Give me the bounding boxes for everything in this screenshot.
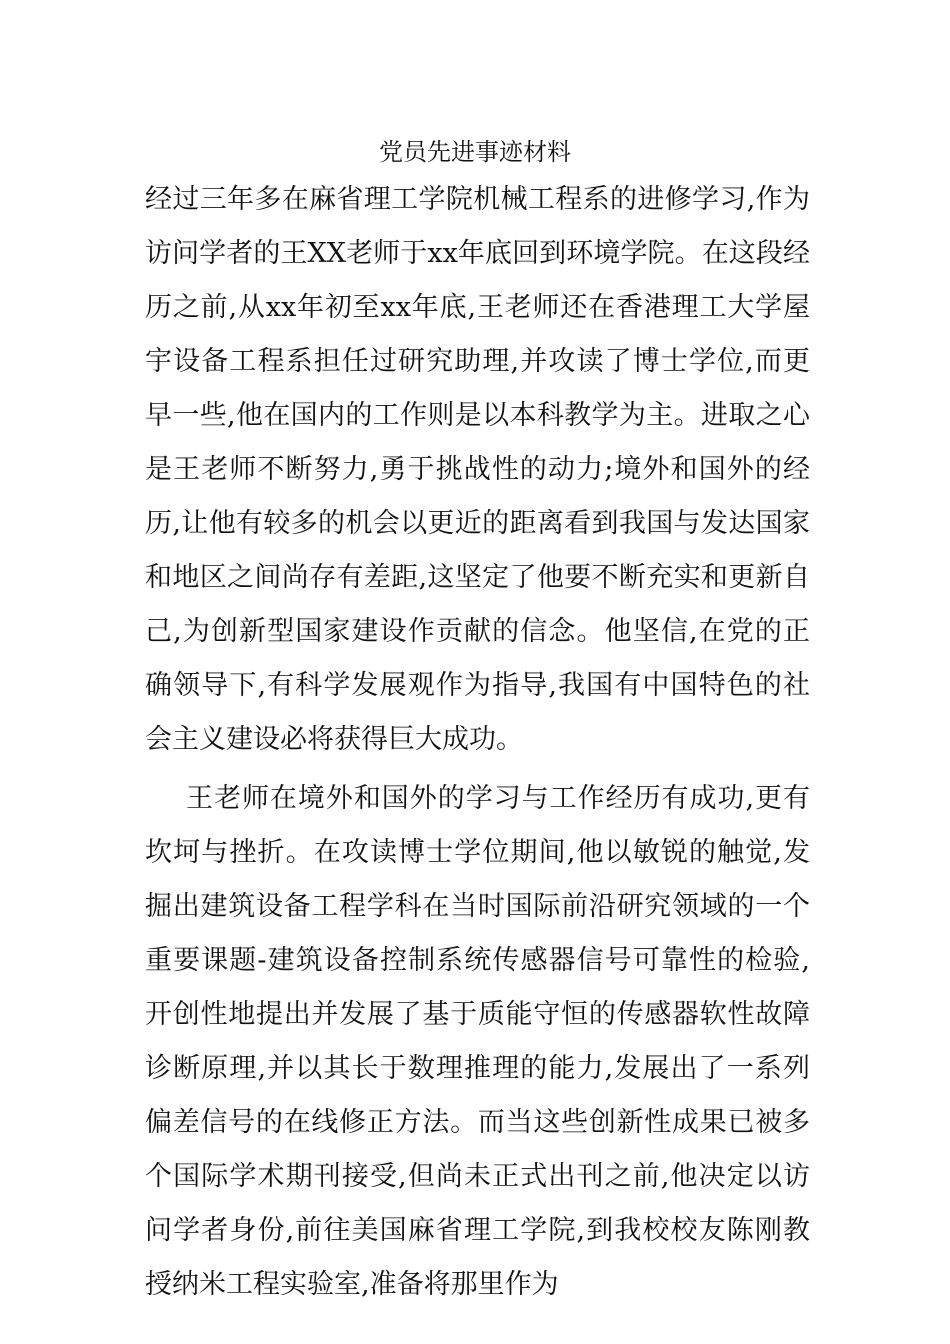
paragraph-2: 王老师在境外和国外的学习与工作经历有成功,更有坎坷与挫折。在攻读博士学位期间,他以敏锐的触觉,发掘出建筑设备工程学科在当时国际前沿研究领域的一个重要课题-建筑设备控制系统传感器信号可靠性的检验,开创性地提出并发展了基于质能守恒的传感器软性故障诊断原理,并以其长于数理推理的能力,发展出了一系列偏差信号的在线修正方法。而当这些创新性成果已被多个国际学术期刊接受,但尚未正式出刊之前,他决定以访问学者身份,前往美国麻省理工学院,到我校校友陈刚教授纳米工程实验室,准备将那里作为 [145, 783, 810, 1300]
paragraph-1: 经过三年多在麻省理工学院机械工程系的进修学习,作为访问学者的王XX老师于xx年底回到环境学院。在这段经历之前,从xx年初至xx年底,王老师还在香港理工大学屋宇设备工程系担任过研究助理,并攻读了博士学位,而更早一些,他在国内的工作则是以本科教学为主。进取之心是王老师不断努力,勇于挑战性的动力;境外和国外的经历,让他有较多的机会以更近的距离看到我国与发达国家和地区之间尚存有差距,这坚定了他要不断充实和更新自己,为创新型国家建设作贡献的信念。他坚信,在党的正确领导下,有科学发展观作为指导,我国有中国特色的社会主义建设必将获得巨大成功。 [145, 184, 810, 755]
document-title: 党员先进事迹材料 [379, 138, 571, 166]
